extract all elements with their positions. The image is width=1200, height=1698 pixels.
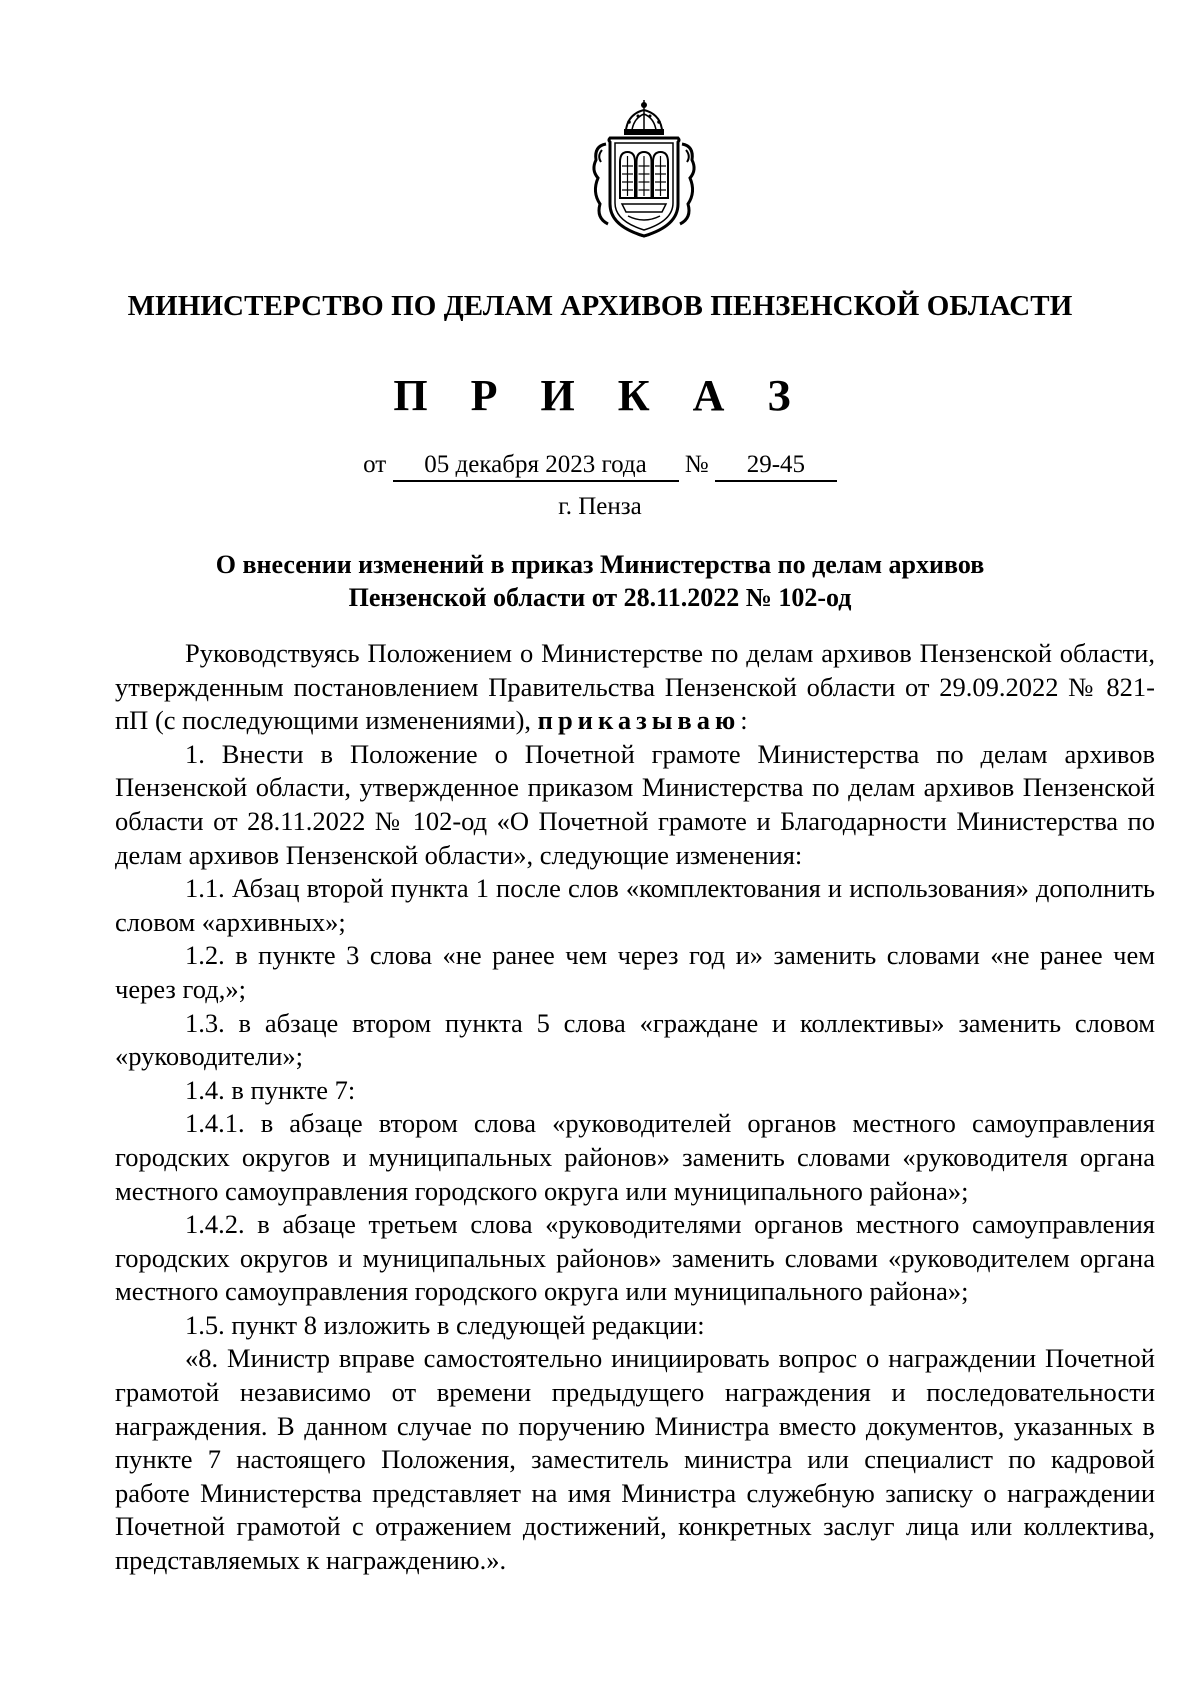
document-subject <box>0 548 1200 614</box>
subject-line-1: О внесении изменений в приказ Министерства по делам архивов <box>215 550 985 579</box>
document-title: П Р И К А З <box>393 371 807 420</box>
date-number-line <box>0 450 1200 482</box>
intro-end: : <box>740 705 748 736</box>
paragraph-8-quote: «8. Министр вправе самостоятельно инициировать вопрос о награждении Почетной грамотой независимо от времени предыдущего награждения и последовательности награждения. В данном случае по поручению Министра вместо документов, указанных в пункте 7 настоящего Положения, заместитель министра или специалист по кадровой работе Министерства представляет на имя Министра служебную записку о награждении Почетной грамотой с отражением достижений, конкретных заслуг лица или коллектива, представляемых к награждению.». <box>115 1343 1155 1576</box>
coat-of-arms-emblem <box>588 100 700 242</box>
intro-paragraph <box>115 637 1155 738</box>
order-word: приказываю <box>537 705 741 736</box>
paragraph-1: 1. Внести в Положение о Почетной грамоте Министерства по делам архивов Пензенской области, утвержденное приказом Министерства по делам архивов Пензенской области от 28.11.2022 № 102-од «О Почетной грамоте и Благодарности Министерства по делам архивов Пензенской области», следующие изменения: <box>115 738 1155 870</box>
document-body <box>115 637 1155 1578</box>
ministry-name: МИНИСТЕРСТВО ПО ДЕЛАМ АРХИВОВ ПЕНЗЕНСКОЙ ОБЛАСТИ <box>127 290 1073 322</box>
subject-line-2: Пензенской области от 28.11.2022 № 102-од <box>348 583 852 612</box>
paragraph-1-4-2: 1.4.2. в абзаце третьем слова «руководителями органов местного самоуправления городских округов и муниципальных районов» заменить словами «руководителем органа местного самоуправления городского округа или муниципального района»; <box>115 1209 1155 1307</box>
intro-text: Руководствуясь Положением о Министерстве по делам архивов Пензенской области, утвержденным постановлением Правительства Пензенской области от 29.09.2022 № 821-пП (с последующими изменениями), <box>115 638 1155 736</box>
paragraph-1-1: 1.1. Абзац второй пункта 1 после слов «комплектования и использования» дополнить словом «архивных»; <box>115 873 1155 937</box>
paragraph-1-2: 1.2. в пункте 3 слова «не ранее чем через год и» заменить словами «не ранее чем через год,»; <box>115 940 1155 1004</box>
paragraph-1-4-1: 1.4.1. в абзаце втором слова «руководителей органов местного самоуправления городских округов и муниципальных районов» заменить словами «руководителя органа местного самоуправления городского округа или муниципального района»; <box>115 1108 1155 1206</box>
date-prefix: от <box>363 451 387 478</box>
document-date: 05 декабря 2023 года <box>393 450 679 482</box>
paragraph-1-4: 1.4. в пункте 7: <box>185 1074 356 1105</box>
paragraph-1-5: 1.5. пункт 8 изложить в следующей редакции: <box>185 1309 705 1340</box>
paragraph-1-3: 1.3. в абзаце втором пункта 5 слова «граждане и коллективы» заменить словом «руководители»; <box>115 1007 1155 1072</box>
document-number: 29-45 <box>715 450 837 482</box>
city: г. Пенза <box>558 493 642 520</box>
number-prefix: № <box>684 451 709 478</box>
